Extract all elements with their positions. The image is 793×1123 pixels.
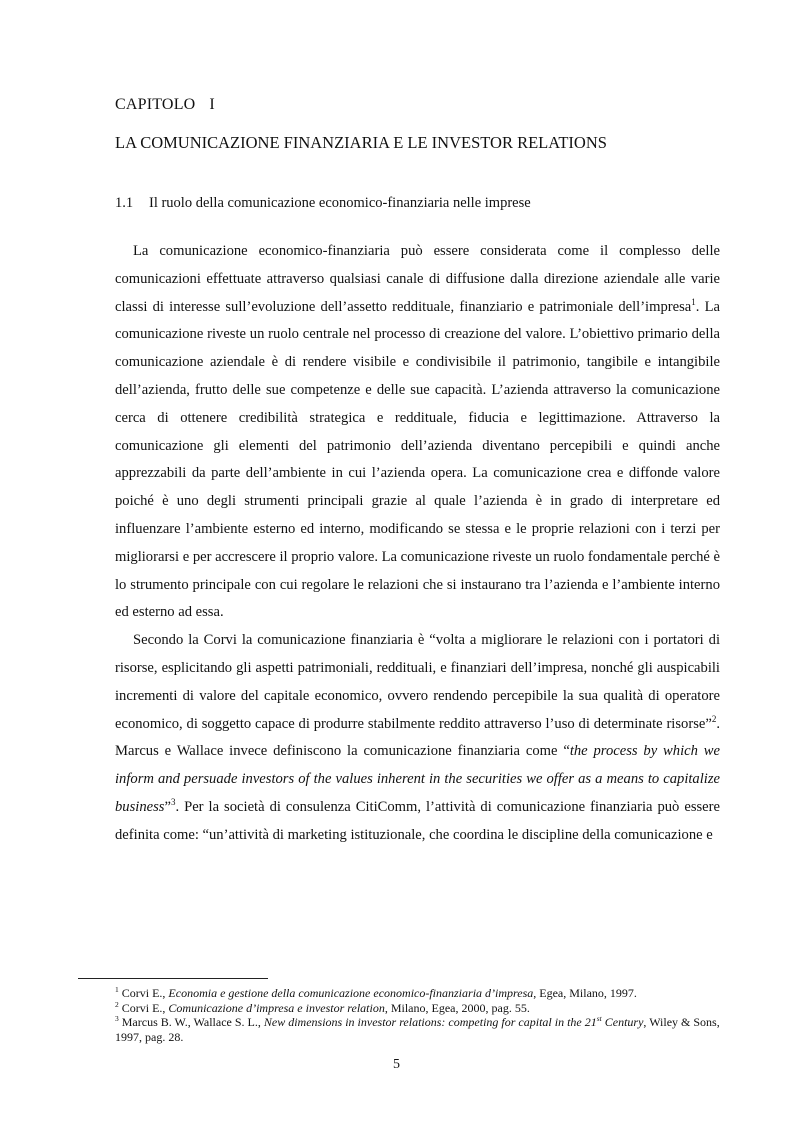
page-number: 5: [393, 1057, 400, 1072]
chapter-number: I: [209, 96, 215, 113]
footnotes: [115, 986, 720, 1044]
p1-text-b: . La comunicazione riveste un ruolo centrale nel processo di creazione del valore. L’obiettivo primario della comunicazione aziendale è di rendere visibile e condivisibile il patrimonio, tangibile e intangibile dell’azienda, frutto delle sue competenze e delle sue capacità. L’azienda attraverso la comunicazione cerca di ottenere credibilità strategica e reddituale, fiducia e legittimazione. Attraverso la comunicazione gli elementi del patrimonio dell’azienda diventano percepibili e quindi anche apprezzabili da parte dell’ambiente in cui l’azienda opera. La comunicazione crea e diffonde valore poiché è uno degli strumenti principali grazie al quale l’azienda è in grado di interpretare ed influenzare l’ambiente esterno ed interno, modificando se stessa e le proprie relazioni con i terzi per migliorarsi e per accrescere il proprio valore. La comunicazione riveste un ruolo fondamentale perché è lo strumento principale con cui regolare le relazioni che si instaurano tra l’azienda e l’ambiente interno ed esterno ad essa.: [115, 298, 720, 621]
section-number: 1.1: [115, 195, 134, 211]
section-title: Il ruolo della comunicazione economico-finanziaria nelle imprese: [149, 195, 531, 211]
body-text: [115, 238, 720, 850]
p2-text-b: . Marcus e Wallace invece definiscono la comunicazione finanziaria come “: [115, 715, 720, 760]
paragraph-2: [115, 627, 720, 849]
footnote-1: $^1$ Corvi E., Economia e gestione della comunicazione economico-finanziaria d’impresa, Egea, Milano, 1997.: [115, 985, 637, 1000]
footnote-3: $^3$ Marcus B. W., Wallace S. L., New dimensions in investor relations: competing for capital in the 21st Century, Wiley & Sons, 1997, pag. 28.: [115, 1014, 720, 1044]
section-heading: [115, 195, 531, 212]
paragraph-1: [115, 238, 720, 627]
footnote-ref-1: 1: [691, 296, 696, 307]
p2-quote-italic: the process by which we inform and persuade investors of the values inherent in the securities we offer as a means to capitalize business: [115, 743, 720, 815]
p2-text-d: . Per la società di consulenza CitiComm, l’attività di comunicazione finanziaria può essere definita come: “un’attività di marketing istituzionale, che coordina le discipline della comunicazione e: [115, 798, 720, 843]
footnote-2: $^2$ Corvi E., Comunicazione d’impresa e investor relation, Milano, Egea, 2000, pag. 55.: [115, 999, 530, 1015]
p2-text-a: Secondo la Corvi la comunicazione finanziaria è “volta a migliorare le relazioni con i portatori di risorse, esplicitando gli aspetti patrimoniali, reddituali, e finanziari dell’impresa, nonché gli auspicabili incrementi di valore del capitale economico, ovvero rendendo percepibile la sua qualità di operatore economico, di soggetto capace di produrre stabilmente reddito attraverso l’uso di determinate risorse”: [115, 632, 720, 732]
footnote-ref-2: 2: [711, 713, 717, 724]
p2-text-c: ”: [164, 798, 171, 815]
footnote-ref-3: 3: [170, 797, 176, 808]
chapter-heading: [115, 96, 215, 114]
chapter-label: CAPITOLO: [115, 96, 196, 113]
footnote-separator: [78, 978, 268, 979]
chapter-title: LA COMUNICAZIONE FINANZIARIA E LE INVESTOR RELATIONS: [115, 133, 607, 152]
p1-text-a: La comunicazione economico-finanziaria può essere considerata come il complesso delle comunicazioni effettuate attraverso qualsiasi canale di diffusione dalla direzione aziendale alle varie classi di interesse sull’evoluzione dell’assetto reddituale, finanziario e patrimoniale dell’impresa: [115, 243, 720, 315]
